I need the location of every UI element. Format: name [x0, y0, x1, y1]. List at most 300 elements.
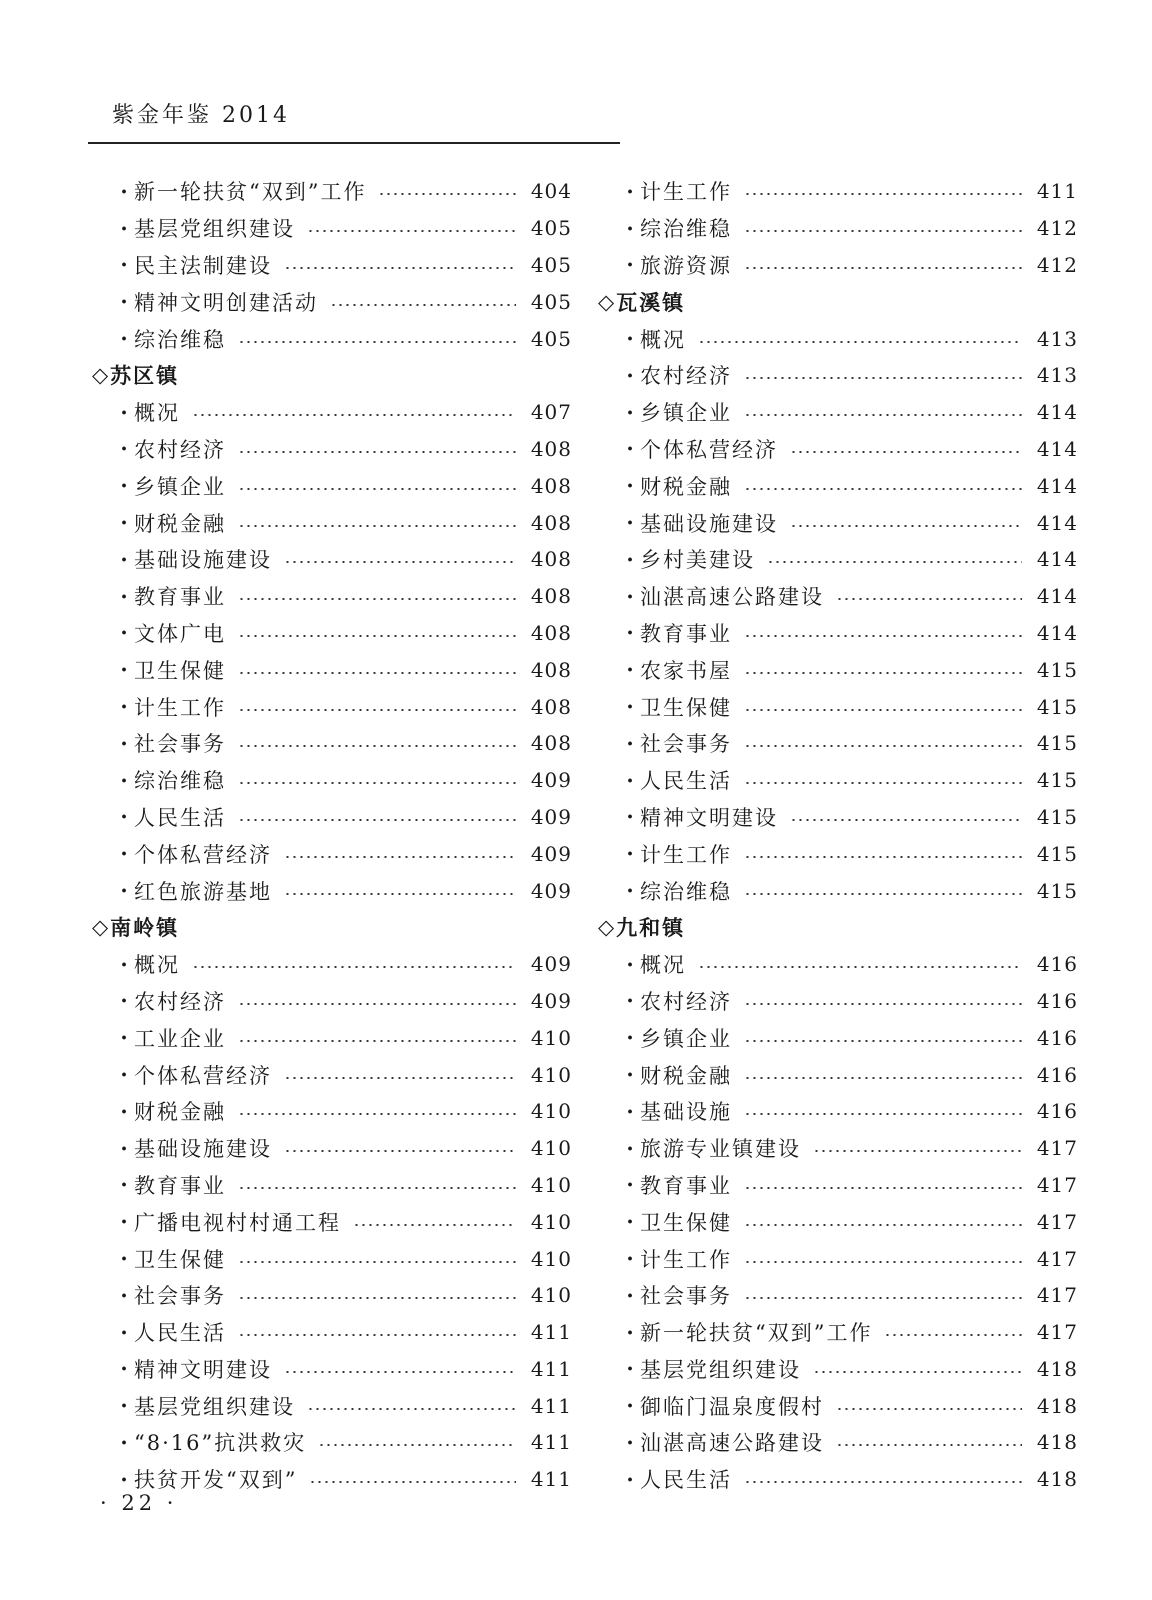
entry-page-number: 417 — [1036, 1172, 1078, 1197]
toc-entry — [598, 357, 1078, 394]
entry-page-number: 410 — [530, 1283, 572, 1308]
bullet-dot-icon: · — [626, 730, 634, 756]
dot-leader — [330, 304, 516, 306]
entry-page-number: 409 — [530, 952, 572, 977]
entry-title: 社会事务 — [640, 732, 732, 757]
dot-leader — [238, 745, 516, 747]
entry-title: 人民生活 — [134, 805, 226, 830]
bullet-dot-icon: · — [120, 841, 128, 867]
toc-entry — [92, 210, 572, 247]
diamond-marker-icon: ◇ — [92, 915, 109, 940]
entry-title: 民主法制建设 — [134, 253, 272, 278]
toc-entry — [598, 1056, 1078, 1093]
entry-page-number: 411 — [530, 1393, 572, 1418]
entry-page-number: 412 — [1036, 252, 1078, 277]
entry-title: 个体私营经济 — [640, 437, 778, 462]
entry-page-number: 408 — [530, 510, 572, 535]
dot-leader — [813, 1150, 1022, 1152]
entry-title: 汕湛高速公路建设 — [640, 585, 824, 610]
entry-title: 农村经济 — [134, 989, 226, 1014]
entry-page-number: 414 — [1036, 400, 1078, 425]
entry-page-number: 405 — [530, 326, 572, 351]
entry-page-number: 416 — [1036, 988, 1078, 1013]
bullet-dot-icon: · — [626, 694, 634, 720]
dot-leader — [744, 1261, 1022, 1263]
dot-leader — [744, 1077, 1022, 1079]
entry-title: 教育事业 — [134, 585, 226, 610]
dot-leader — [744, 1040, 1022, 1042]
toc-entry — [92, 394, 572, 431]
toc-entry — [598, 835, 1078, 872]
dot-leader — [284, 1077, 516, 1079]
bullet-dot-icon: · — [120, 178, 128, 204]
entry-page-number: 408 — [530, 473, 572, 498]
entry-title: 广播电视村村通工程 — [134, 1210, 341, 1235]
entry-page-number: 414 — [1036, 547, 1078, 572]
bullet-dot-icon: · — [626, 1098, 634, 1124]
bullet-dot-icon: · — [120, 1246, 128, 1271]
entry-title: 新一轮扶贫“双到”工作 — [134, 180, 367, 205]
toc-entry — [92, 983, 572, 1020]
entry-page-number: 409 — [530, 878, 572, 903]
entry-page-number: 415 — [1036, 841, 1078, 866]
dot-leader — [307, 230, 516, 232]
entry-page-number: 410 — [530, 1136, 572, 1161]
entry-title: 新一轮扶贫“双到”工作 — [640, 1321, 873, 1346]
entry-title: 概况 — [640, 953, 686, 978]
dot-leader — [238, 1297, 516, 1299]
toc-entry — [92, 1019, 572, 1056]
toc-entry — [92, 320, 572, 357]
bullet-dot-icon: · — [120, 1172, 128, 1198]
dot-leader — [744, 377, 1022, 379]
entry-page-number: 408 — [530, 547, 572, 572]
entry-title: 财税金融 — [640, 474, 732, 499]
toc-entry — [92, 946, 572, 983]
entry-title: 基础设施 — [640, 1100, 732, 1125]
entry-title: 卫生保健 — [640, 695, 732, 720]
entry-title: 卫生保健 — [134, 1247, 226, 1272]
toc-entry — [598, 1351, 1078, 1388]
entry-page-number: 405 — [530, 289, 572, 314]
bullet-dot-icon: · — [626, 326, 634, 352]
toc-entry — [598, 651, 1078, 688]
entry-title: 人民生活 — [640, 769, 732, 794]
entry-page-number: 418 — [1036, 1430, 1078, 1455]
entry-title: 概况 — [640, 327, 686, 352]
bullet-dot-icon: · — [626, 1319, 634, 1345]
dot-leader — [284, 267, 516, 269]
dot-leader — [284, 561, 516, 563]
entry-page-number: 416 — [1036, 1062, 1078, 1087]
dot-leader — [698, 966, 1022, 968]
entry-page-number: 411 — [530, 1320, 572, 1345]
dot-leader — [744, 893, 1022, 895]
entry-page-number: 415 — [1036, 768, 1078, 793]
dot-leader — [790, 819, 1022, 821]
bullet-dot-icon: · — [120, 326, 128, 352]
dot-leader — [238, 1040, 516, 1042]
toc-entry — [92, 1424, 572, 1461]
entry-title: 乡镇企业 — [640, 401, 732, 426]
dot-leader — [238, 451, 516, 453]
entry-title: 计生工作 — [640, 180, 732, 205]
dot-leader — [284, 893, 516, 895]
dot-leader — [238, 1113, 516, 1115]
entry-page-number: 418 — [1036, 1393, 1078, 1418]
dot-leader — [284, 856, 516, 858]
dot-leader — [238, 598, 516, 600]
bullet-dot-icon: · — [626, 362, 634, 388]
dot-leader — [744, 1003, 1022, 1005]
entry-title: 乡村美建设 — [640, 548, 755, 573]
toc-column-left — [92, 173, 572, 1498]
entry-title: 御临门温泉度假村 — [640, 1394, 824, 1419]
bullet-dot-icon: · — [626, 1356, 634, 1382]
bullet-dot-icon: · — [626, 951, 634, 977]
toc-column-right — [598, 173, 1078, 1498]
entry-title: 财税金融 — [640, 1063, 732, 1088]
toc-entry — [598, 725, 1078, 762]
toc-entry — [92, 725, 572, 762]
toc-section-heading — [598, 283, 1078, 320]
dot-leader — [238, 1003, 516, 1005]
entry-title: 基层党组织建设 — [134, 1394, 295, 1419]
toc-entry — [92, 173, 572, 210]
bullet-dot-icon: · — [626, 178, 634, 204]
entry-page-number: 414 — [1036, 436, 1078, 461]
toc-entry — [92, 578, 572, 615]
dot-leader — [790, 451, 1022, 453]
toc-entry — [92, 467, 572, 504]
dot-leader — [744, 1481, 1022, 1483]
entry-title: 综治维稳 — [134, 327, 226, 352]
bullet-dot-icon: · — [626, 878, 634, 904]
dot-leader — [238, 709, 516, 711]
bullet-dot-icon: · — [626, 252, 634, 278]
bullet-dot-icon: · — [626, 1025, 634, 1051]
entry-page-number: 416 — [1036, 1099, 1078, 1124]
dot-leader — [836, 598, 1022, 600]
running-header: 紫金年鉴 2014 — [112, 103, 290, 128]
toc-section-heading — [92, 357, 572, 394]
entry-title: 精神文明建设 — [640, 805, 778, 830]
bullet-dot-icon: · — [626, 841, 634, 867]
entry-page-number: 405 — [530, 252, 572, 277]
entry-title: 人民生活 — [640, 1468, 732, 1493]
entry-page-number: 408 — [530, 731, 572, 756]
entry-page-number: 415 — [1036, 694, 1078, 719]
toc-entry — [598, 210, 1078, 247]
dot-leader — [744, 1297, 1022, 1299]
dot-leader — [192, 966, 516, 968]
entry-title: 基层党组织建设 — [640, 1357, 801, 1382]
entry-title: 基础设施建设 — [134, 548, 272, 573]
bullet-dot-icon: · — [626, 510, 634, 536]
toc-entry — [92, 1314, 572, 1351]
bullet-dot-icon: · — [120, 1062, 128, 1088]
toc-entry — [92, 283, 572, 320]
entry-title: 基础设施建设 — [640, 511, 778, 536]
toc-entry — [92, 431, 572, 468]
bullet-dot-icon: · — [120, 1393, 128, 1419]
dot-leader — [836, 1444, 1022, 1446]
bullet-dot-icon: · — [120, 252, 128, 278]
entry-title: 概况 — [134, 401, 180, 426]
bullet-dot-icon: · — [626, 988, 634, 1014]
entry-title: 计生工作 — [640, 842, 732, 867]
toc-entry — [92, 872, 572, 909]
entry-page-number: 414 — [1036, 584, 1078, 609]
dot-leader — [744, 709, 1022, 711]
entry-title: 旅游资源 — [640, 253, 732, 278]
entry-title: 综治维稳 — [134, 769, 226, 794]
bullet-dot-icon: · — [120, 804, 128, 830]
entry-page-number: 414 — [1036, 510, 1078, 535]
bullet-dot-icon: · — [626, 1393, 634, 1419]
dot-leader — [238, 1334, 516, 1336]
entry-title: 综治维稳 — [640, 879, 732, 904]
bullet-dot-icon: · — [626, 1246, 634, 1271]
bullet-dot-icon: · — [120, 620, 128, 646]
bullet-dot-icon: · — [120, 399, 128, 425]
entry-page-number: 411 — [530, 1430, 572, 1455]
entry-title: 综治维稳 — [640, 217, 732, 242]
entry-page-number: 412 — [1036, 216, 1078, 241]
bullet-dot-icon: · — [120, 1098, 128, 1124]
entry-title: 卫生保健 — [134, 658, 226, 683]
dot-leader — [744, 1113, 1022, 1115]
toc-entry — [598, 431, 1078, 468]
entry-title: 财税金融 — [134, 1100, 226, 1125]
toc-entry — [92, 688, 572, 725]
dot-leader — [744, 1224, 1022, 1226]
dot-leader — [284, 1150, 516, 1152]
dot-leader — [284, 1371, 516, 1373]
dot-leader — [353, 1224, 516, 1226]
page-number-footer: · 22 · — [100, 1491, 178, 1515]
entry-page-number: 418 — [1036, 1467, 1078, 1492]
dot-leader — [836, 1408, 1022, 1410]
entry-title: 教育事业 — [640, 1173, 732, 1198]
bullet-dot-icon: · — [120, 694, 128, 720]
entry-page-number: 408 — [530, 657, 572, 682]
entry-page-number: 415 — [1036, 878, 1078, 903]
entry-page-number: 414 — [1036, 620, 1078, 645]
dot-leader — [238, 782, 516, 784]
dot-leader — [744, 414, 1022, 416]
dot-leader — [744, 267, 1022, 269]
section-title: 九和镇 — [616, 915, 686, 941]
entry-title: 教育事业 — [640, 621, 732, 646]
entry-title: 个体私营经济 — [134, 842, 272, 867]
section-title: 瓦溪镇 — [616, 289, 686, 315]
entry-page-number: 410 — [530, 1209, 572, 1234]
entry-title: 文体广电 — [134, 621, 226, 646]
entry-page-number: 415 — [1036, 657, 1078, 682]
bullet-dot-icon: · — [120, 289, 128, 315]
dot-leader — [238, 1261, 516, 1263]
entry-title: 农村经济 — [640, 989, 732, 1014]
toc-entry — [92, 799, 572, 836]
toc-entry — [92, 1351, 572, 1388]
toc-entry — [92, 1167, 572, 1204]
toc-entry — [92, 504, 572, 541]
entry-page-number: 408 — [530, 436, 572, 461]
entry-page-number: 409 — [530, 841, 572, 866]
entry-page-number: 418 — [1036, 1356, 1078, 1381]
entry-page-number: 414 — [1036, 473, 1078, 498]
toc-entry — [598, 1387, 1078, 1424]
entry-title: 财税金融 — [134, 511, 226, 536]
toc-entry — [92, 1203, 572, 1240]
toc-entry — [598, 762, 1078, 799]
toc-entry — [598, 615, 1078, 652]
entry-title: 计生工作 — [134, 695, 226, 720]
entry-title: 扶贫开发“双到” — [134, 1468, 298, 1493]
dot-leader — [192, 414, 516, 416]
dot-leader — [744, 782, 1022, 784]
toc-entry — [598, 467, 1078, 504]
entry-title: 概况 — [134, 953, 180, 978]
dot-leader — [238, 819, 516, 821]
section-title: 苏区镇 — [110, 363, 180, 389]
toc-entry — [598, 1019, 1078, 1056]
entry-page-number: 413 — [1036, 363, 1078, 388]
entry-page-number: 416 — [1036, 1025, 1078, 1050]
bullet-dot-icon: · — [626, 657, 634, 683]
entry-page-number: 415 — [1036, 804, 1078, 829]
dot-leader — [378, 193, 516, 195]
toc-entry — [598, 394, 1078, 431]
diamond-marker-icon: ◇ — [92, 363, 109, 388]
dot-leader — [884, 1334, 1022, 1336]
toc-entry — [92, 1130, 572, 1167]
entry-page-number: 410 — [530, 1062, 572, 1087]
toc-entry — [92, 762, 572, 799]
entry-title: “8·16”抗洪救灾 — [134, 1431, 307, 1456]
entry-title: 个体私营经济 — [134, 1063, 272, 1088]
toc-entry — [598, 1461, 1078, 1498]
toc-entry — [92, 541, 572, 578]
bullet-dot-icon: · — [626, 1282, 634, 1308]
entry-title: 教育事业 — [134, 1173, 226, 1198]
entry-page-number: 417 — [1036, 1246, 1078, 1271]
entry-page-number: 417 — [1036, 1209, 1078, 1234]
toc-entry — [598, 1314, 1078, 1351]
bullet-dot-icon: · — [626, 767, 634, 793]
entry-title: 人民生活 — [134, 1321, 226, 1346]
dot-leader — [698, 341, 1022, 343]
dot-leader — [238, 488, 516, 490]
entry-page-number: 417 — [1036, 1283, 1078, 1308]
entry-page-number: 411 — [530, 1467, 572, 1492]
bullet-dot-icon: · — [120, 1356, 128, 1382]
dot-leader — [790, 525, 1022, 527]
entry-title: 社会事务 — [134, 732, 226, 757]
toc-entry — [92, 1240, 572, 1277]
dot-leader — [744, 193, 1022, 195]
entry-page-number: 413 — [1036, 326, 1078, 351]
bullet-dot-icon: · — [626, 1429, 634, 1455]
entry-title: 社会事务 — [134, 1284, 226, 1309]
entry-page-number: 408 — [530, 620, 572, 645]
entry-page-number: 411 — [1036, 179, 1078, 204]
toc-entry — [92, 1056, 572, 1093]
dot-leader — [238, 672, 516, 674]
bullet-dot-icon: · — [120, 583, 128, 609]
entry-title: 汕湛高速公路建设 — [640, 1431, 824, 1456]
entry-page-number: 417 — [1036, 1136, 1078, 1161]
bullet-dot-icon: · — [626, 436, 634, 462]
entry-title: 工业企业 — [134, 1026, 226, 1051]
entry-title: 农家书屋 — [640, 658, 732, 683]
bullet-dot-icon: · — [120, 1135, 128, 1161]
bullet-dot-icon: · — [120, 878, 128, 904]
toc-section-heading — [598, 909, 1078, 946]
bullet-dot-icon: · — [120, 1282, 128, 1308]
toc-entry — [92, 247, 572, 284]
bullet-dot-icon: · — [120, 436, 128, 462]
entry-page-number: 408 — [530, 694, 572, 719]
entry-page-number: 409 — [530, 768, 572, 793]
dot-leader — [307, 1408, 516, 1410]
bullet-dot-icon: · — [120, 1466, 128, 1492]
bullet-dot-icon: · — [120, 1025, 128, 1051]
bullet-dot-icon: · — [626, 1062, 634, 1088]
toc-entry — [92, 1277, 572, 1314]
toc-entry — [598, 872, 1078, 909]
bullet-dot-icon: · — [120, 767, 128, 793]
dot-leader — [238, 341, 516, 343]
bullet-dot-icon: · — [120, 546, 128, 572]
entry-page-number: 404 — [530, 179, 572, 204]
entry-title: 乡镇企业 — [134, 474, 226, 499]
bullet-dot-icon: · — [626, 1172, 634, 1198]
dot-leader — [238, 1187, 516, 1189]
entry-title: 精神文明建设 — [134, 1357, 272, 1382]
diamond-marker-icon: ◇ — [598, 915, 615, 940]
entry-page-number: 410 — [530, 1099, 572, 1124]
entry-title: 基础设施建设 — [134, 1137, 272, 1162]
bullet-dot-icon: · — [120, 510, 128, 536]
entry-page-number: 416 — [1036, 952, 1078, 977]
toc-entry — [598, 1424, 1078, 1461]
toc-entry — [598, 983, 1078, 1020]
entry-page-number: 407 — [530, 400, 572, 425]
toc-entry — [598, 541, 1078, 578]
toc-entry — [598, 946, 1078, 983]
dot-leader — [744, 635, 1022, 637]
entry-page-number: 415 — [1036, 731, 1078, 756]
dot-leader — [744, 672, 1022, 674]
bullet-dot-icon: · — [120, 473, 128, 499]
dot-leader — [744, 745, 1022, 747]
bullet-dot-icon: · — [120, 1319, 128, 1345]
diamond-marker-icon: ◇ — [598, 289, 615, 314]
entry-title: 卫生保健 — [640, 1210, 732, 1235]
dot-leader — [744, 856, 1022, 858]
dot-leader — [318, 1444, 516, 1446]
toc-entry — [598, 688, 1078, 725]
entry-page-number: 408 — [530, 584, 572, 609]
entry-page-number: 411 — [530, 1356, 572, 1381]
dot-leader — [238, 635, 516, 637]
toc-entry — [598, 320, 1078, 357]
bullet-dot-icon: · — [626, 473, 634, 499]
bullet-dot-icon: · — [626, 1466, 634, 1492]
dot-leader — [744, 488, 1022, 490]
